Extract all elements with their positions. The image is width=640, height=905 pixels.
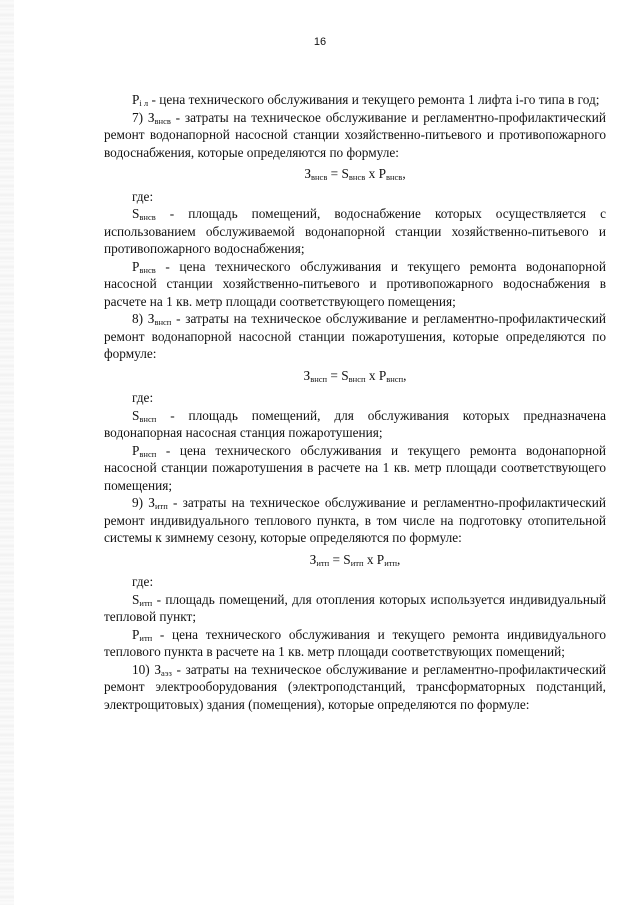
text-run: - затраты на техническое обслуживание и регламентно-профилактический ремонт электрооборудования (электроподстанций, трансформаторных подстанций, электрощитовых) здания (помещения), которые определяются по формуле: — [104, 661, 606, 712]
text-run: З — [303, 367, 311, 383]
subscript: внсв — [154, 115, 171, 126]
subscript: внсп — [154, 317, 172, 327]
text-run: , — [402, 166, 406, 181]
formula — [104, 551, 606, 569]
paragraph — [104, 205, 606, 258]
text-run: - площадь помещений, для отопления которых используется индивидуальный тепловой пункт; — [104, 591, 606, 624]
subscript: внсв — [311, 172, 328, 182]
subscript: итп — [350, 557, 364, 568]
text-run: x P — [365, 166, 386, 181]
subscript: итп — [154, 501, 168, 511]
paragraph — [104, 442, 606, 495]
text-run: - площадь помещений, для обслуживания которых предназначена водонапорная насосная станция пожаротушения; — [104, 407, 606, 440]
formula — [104, 165, 606, 183]
where-label: где: — [132, 390, 154, 405]
paragraph — [104, 109, 606, 162]
text-run: 7) З — [132, 109, 155, 125]
text-run: = S — [327, 166, 349, 181]
text-run: P — [132, 92, 140, 107]
subscript: итп — [139, 597, 153, 608]
text-run: P — [132, 258, 140, 274]
subscript: внсп — [386, 373, 404, 384]
text-run: P — [132, 442, 140, 458]
paragraph — [104, 258, 606, 311]
paragraph — [104, 407, 606, 442]
scan-edge-shadow — [0, 0, 14, 905]
subscript: итп — [384, 557, 398, 568]
paragraph — [104, 91, 606, 109]
subscript: внсв — [385, 172, 403, 182]
paragraph — [104, 591, 606, 626]
subscript: внсв — [139, 264, 156, 275]
subscript: внсв — [348, 172, 366, 182]
text-run: - площадь помещений, водоснабжение которых осуществляется с использованием обслуживаемой водонапорной станции хозяйственно-питьевого и противопожарного водоснабжения; — [104, 206, 606, 256]
subscript: внсп — [139, 448, 157, 459]
text-run: - цена технического обслуживания и текущего ремонта водонапорной насосной станции пожаротушения в расчете на 1 кв. метр площади соответствующего помещения; — [104, 442, 606, 493]
text-run: 10) З — [132, 661, 162, 677]
text-run: = S — [327, 367, 349, 383]
subscript: внсп — [139, 413, 157, 424]
text-run: S — [132, 407, 140, 423]
text-run: З — [304, 166, 311, 181]
text-run: - цена технического обслуживания и текущего ремонта индивидуального теплового пункта в расчете на 1 кв. метр площади соответствующих помещений; — [104, 626, 606, 659]
page-number: 16 — [313, 36, 327, 48]
paragraph — [104, 626, 606, 661]
text-run: - затраты на техническое обслуживание и регламентно-профилактический ремонт водонапорной насосной станции хозяйственно-питьевого и противопожарного водоснабжения, которые определяются по формуле: — [104, 109, 606, 160]
formula — [104, 367, 606, 385]
text-run: , — [403, 367, 407, 383]
text-run: 9) З — [132, 495, 155, 510]
text-run: - затраты на техническое обслуживание и регламентно-профилактический ремонт индивидуального теплового пункта, в том числе на подготовку отопительной системы к зимнему сезону, которые определяются по формуле: — [104, 495, 606, 545]
text-run: P — [132, 626, 140, 642]
where-label: где: — [132, 188, 154, 204]
where-label: где: — [132, 574, 154, 589]
text-run: - цена технического обслуживания и текущего ремонта 1 лифта i-го типа в год; — [148, 92, 600, 107]
subscript: внсв — [139, 212, 156, 222]
text-run: S — [132, 591, 140, 607]
text-run: x P — [363, 551, 385, 567]
text-run: - цена технического обслуживания и текущего ремонта водонапорной насосной станции хозяйственно-питьевого и противопожарного водоснабжения в расчете на 1 кв. метр площади соответствующего помещения; — [104, 258, 606, 309]
subscript: итп — [139, 632, 153, 643]
subscript: внсп — [348, 373, 366, 384]
subscript: i л — [139, 98, 149, 108]
text-run: - затраты на техническое обслуживание и регламентно-профилактический ремонт водонапорной насосной станции пожаротушения, которые определяются по формуле: — [104, 311, 606, 361]
document-body — [104, 91, 606, 713]
text-run: = S — [329, 551, 351, 567]
subscript: внсп — [310, 373, 328, 384]
text-run: 8) З — [132, 311, 155, 326]
text-run: x P — [365, 367, 387, 383]
text-run: , — [397, 551, 401, 567]
subscript: аэз — [161, 667, 172, 678]
paragraph — [104, 661, 606, 714]
text-run: З — [309, 551, 317, 567]
paragraph — [104, 310, 606, 363]
text-run: S — [132, 206, 140, 221]
subscript: итп — [316, 557, 330, 568]
paragraph — [104, 494, 606, 547]
